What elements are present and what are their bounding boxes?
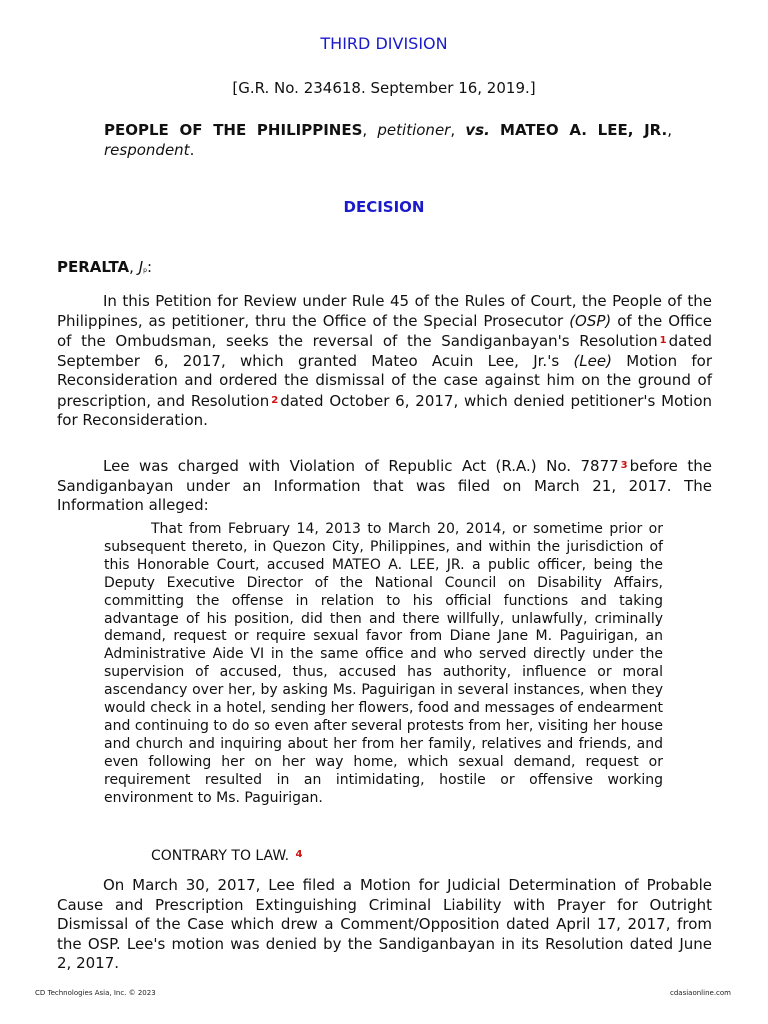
ponente-title: J (138, 258, 144, 276)
case-parties: PEOPLE OF THE PHILIPPINES, petitioner, vs. MATEO A. LEE, JR., respondent. (104, 121, 672, 159)
ponente-name: PERALTA (57, 258, 130, 276)
footer-copyright: CD Technologies Asia, Inc. © 2023 (35, 989, 156, 997)
information-quote: That from February 14, 2013 to March 20, 2014, or sometime prior or subsequent thereto, in Quezon City, Philippines, and within the jurisdiction of this Honorable Court, accused MATEO A. LEE, JR. a public officer, being the Deputy Executive Director of the National Council on Disability Affairs, committing the offense in relation to his official functions and taking advantage of his position, did then and there willfully, unlawfully, criminally demand, request or require sexual favor from Diane Jane M. Paguirigan, an Administrative Aide VI in the same office and who served directly under the supervision of accused, thus, accused has authority, influence or moral ascendancy over her, by asking Ms. Paguirigan in several instances, when they would check in a hotel, sending her flowers, food and messages of endearment and continuing to do so even after several protests from her, visiting her house and church and inquiring about her from her family, relatives and friends, and even following her on her way home, which sexual demand, request or requirement resulted in an intimidating, hostile or offensive working environment to Ms. Paguirigan. (104, 521, 663, 806)
text-segment: of the Office of the Ombudsman, seeks the reversal of the Sandiganbayan's Resolution (57, 311, 712, 350)
division-heading: THIRD DIVISION (320, 34, 448, 53)
respondent-role: respondent (104, 141, 190, 159)
respondent-name: MATEO A. LEE, JR. (500, 121, 668, 139)
text-segment: dated October 6, 2017, which denied petitioner's Motion for Reconsideration. (57, 391, 713, 429)
ponente-title-suffix: p (143, 267, 147, 274)
decision-title: DECISION (343, 198, 425, 216)
footnote-link-1[interactable]: 1 (659, 335, 667, 346)
footnote-link-2[interactable]: 2 (271, 394, 279, 406)
text-segment: Motion for Reconsideration and ordered the dismissal of the case against him on the ground of prescription, and Resolution (57, 351, 712, 410)
paragraph-petition (57, 292, 712, 431)
contrary-to-law (151, 848, 304, 864)
osp-abbrev: (OSP) (569, 311, 612, 330)
contrary-text: CONTRARY TO LAW. (151, 848, 290, 864)
footer-website[interactable]: cdasiaonline.com (670, 989, 731, 997)
text-segment: before the Sandiganbayan under an Information that was filed on March 21, 2017. The Information alleged: (57, 457, 712, 514)
petitioner-name: PEOPLE OF THE PHILIPPINES (104, 121, 363, 139)
text-segment: In this Petition for Review under Rule 45 of the Rules of Court, the People of the Philippines, as petitioner, thru the Office of the Special Prosecutor (57, 292, 712, 330)
text-segment: dated September 6, 2017, which granted Mateo Acuin Lee, Jr.'s (57, 332, 712, 370)
case-number: [G.R. No. 234618. September 16, 2019.] (232, 79, 536, 97)
footnote-link-4[interactable]: 4 (295, 849, 303, 860)
ponente: PERALTA, Jp: (57, 258, 153, 276)
paragraph-charge (57, 456, 712, 516)
text-segment: Lee was charged with Violation of Republic Act (R.A.) No. 7877 (103, 457, 619, 475)
lee-abbrev: (Lee) (573, 351, 612, 370)
paragraph-motion: On March 30, 2017, Lee filed a Motion for Judicial Determination of Probable Cause and Prescription Extinguishing Criminal Liability with Prayer for Outright Dismissal of the Case which drew a Comment/Opposition dated April 17, 2017, from the OSP. Lee's motion was denied by the Sandiganbayan in its Resolution dated June 2, 2017. (57, 876, 712, 972)
petitioner-role: petitioner (377, 121, 451, 139)
footnote-link-3[interactable]: 3 (620, 460, 628, 471)
versus-label: vs. (465, 121, 490, 139)
